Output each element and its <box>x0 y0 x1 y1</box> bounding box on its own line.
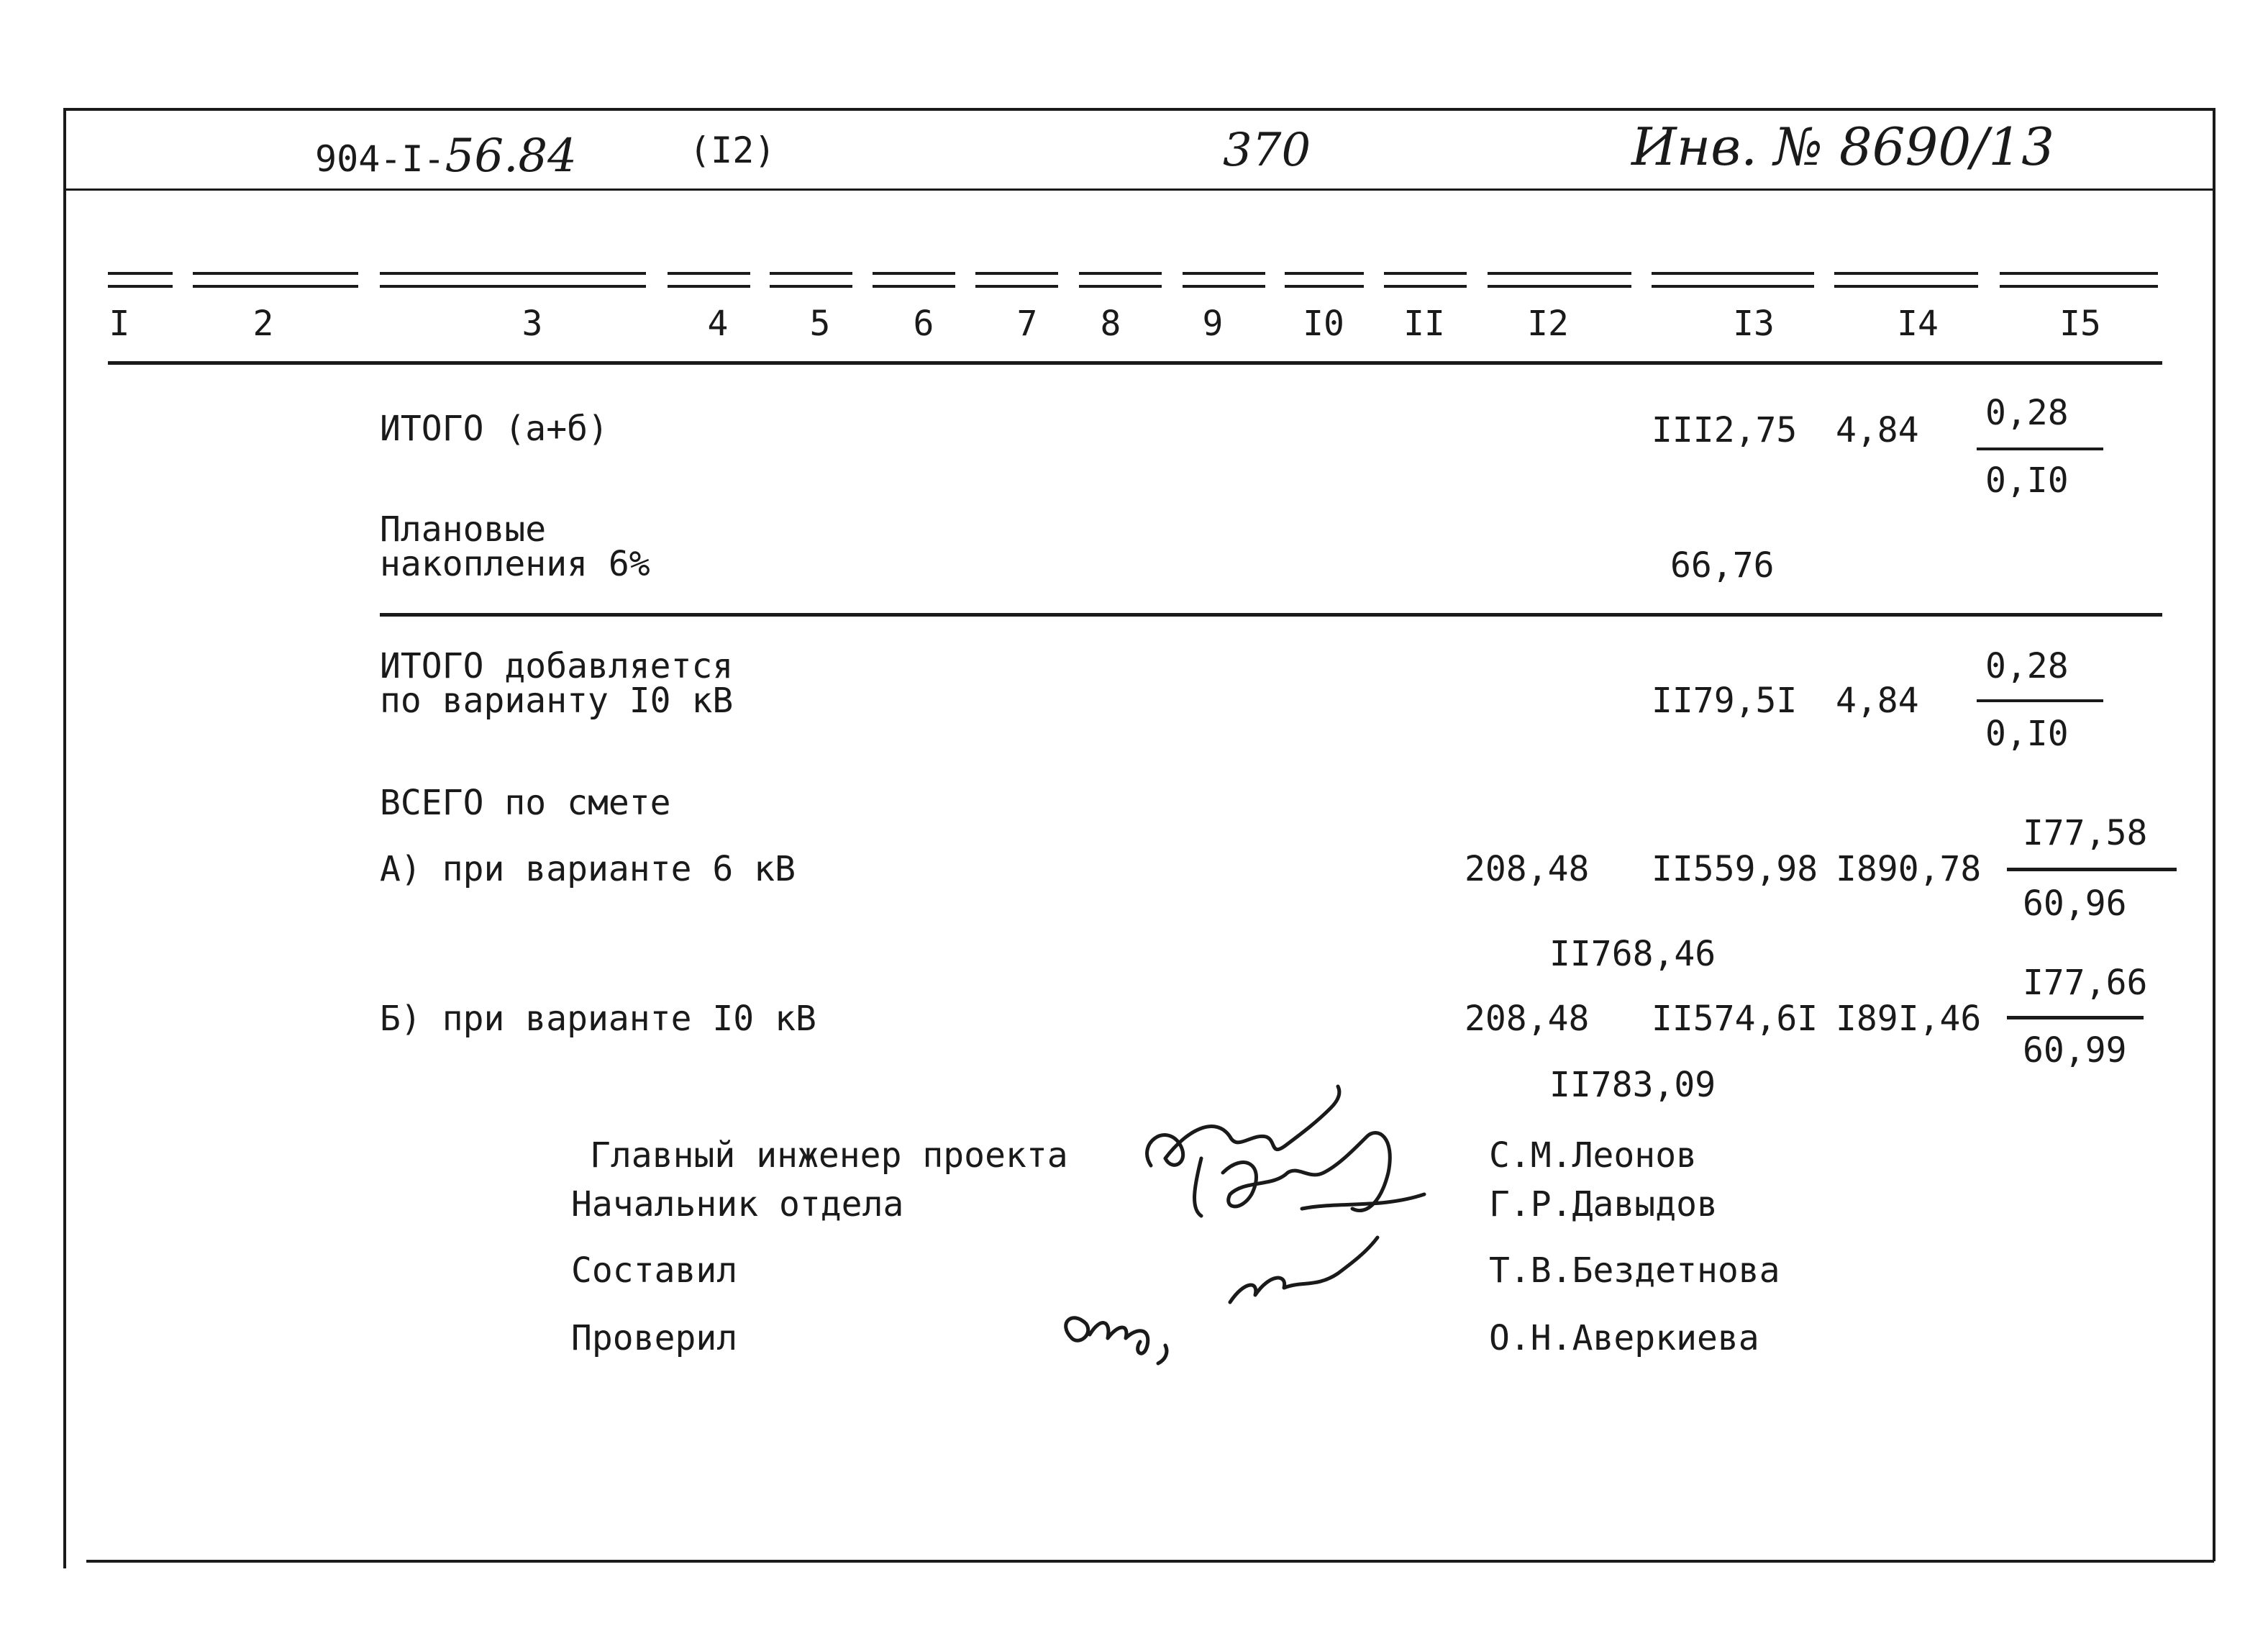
row-planned-label-2: накопления 6% <box>380 544 650 584</box>
column-number: 6 <box>913 304 934 344</box>
inventory-stamp <box>1631 117 2054 177</box>
row-total-added-c15-top: 0,28 <box>1985 646 2069 686</box>
header-rule <box>380 272 646 288</box>
row-total-added-label-2: по варианту I0 кВ <box>380 681 734 721</box>
row-total-ab-c15-top: 0,28 <box>1985 393 2069 433</box>
row-variant-a-sum: II768,46 <box>1549 934 1716 974</box>
header-rule <box>193 272 358 288</box>
header-rule <box>1384 272 1467 288</box>
code-handwritten: 56.84 <box>445 130 577 183</box>
signature-leonov <box>1147 1086 1339 1166</box>
row-variant-b-c14: I89I,46 <box>1836 999 1982 1039</box>
header-divider <box>66 188 2213 191</box>
header-rule <box>668 272 750 288</box>
row-variant-a-c13: II559,98 <box>1652 849 1818 889</box>
header-bottom-rule <box>108 361 2162 365</box>
column-number: II <box>1403 304 1445 344</box>
row-total-added-label-1: ИТОГО добавляется <box>380 646 734 686</box>
signature-bezdetnova <box>1230 1237 1377 1302</box>
sheet-ref: (I2) <box>689 130 776 171</box>
inventory-number: 8690/13 <box>1839 117 2055 177</box>
row-total-added-c15-bottom: 0,I0 <box>1985 714 2069 754</box>
frame-top <box>63 108 2215 111</box>
column-number: 8 <box>1100 304 1121 344</box>
row-total-ab-c13: III2,75 <box>1652 410 1798 450</box>
signature-name: Т.В.Бездетнова <box>1489 1250 1780 1291</box>
column-number: I2 <box>1527 304 1569 344</box>
column-number: 7 <box>1016 304 1038 344</box>
signature-role: Проверил <box>571 1318 738 1358</box>
subtotal-rule <box>380 613 2162 617</box>
row-total-ab-c14: 4,84 <box>1836 410 1919 450</box>
fraction-bar <box>2007 868 2177 871</box>
column-number: I5 <box>2059 304 2101 344</box>
signature-averkieva <box>1050 1295 1208 1374</box>
row-variant-a-c12: 208,48 <box>1465 849 1590 889</box>
fraction-bar <box>1977 448 2103 450</box>
header-rule <box>2000 272 2158 288</box>
signature-name: С.М.Леонов <box>1489 1135 1697 1176</box>
header-rule <box>108 272 173 288</box>
row-total-ab-c15-bottom: 0,I0 <box>1985 460 2069 501</box>
column-number: 4 <box>707 304 729 344</box>
row-total-added-c13: II79,5I <box>1652 681 1798 721</box>
column-number: 5 <box>809 304 831 344</box>
column-number: I4 <box>1897 304 1939 344</box>
signature-role: Начальник отдела <box>571 1184 904 1225</box>
code-prefix: 904-I- <box>315 138 445 180</box>
column-number: I0 <box>1303 304 1344 344</box>
column-number: 3 <box>522 304 543 344</box>
signature-davydov-mark <box>1195 1132 1424 1216</box>
column-number: I3 <box>1733 304 1775 344</box>
header-rule <box>1834 272 1978 288</box>
row-variant-a-label: А) при варианте 6 кВ <box>380 849 796 889</box>
document-code <box>315 130 577 183</box>
page-number: 370 <box>1223 124 1311 177</box>
header-rule <box>1652 272 1814 288</box>
signature-role: Составил <box>571 1250 738 1291</box>
header-rule <box>975 272 1058 288</box>
frame-right <box>2213 108 2215 1561</box>
column-number: 2 <box>252 304 274 344</box>
frame-left <box>63 108 66 1568</box>
row-variant-b-c15-top: I77,66 <box>2023 963 2148 1003</box>
column-number: 9 <box>1202 304 1224 344</box>
signature-name: О.Н.Аверкиева <box>1489 1318 1759 1358</box>
signature-role: Главный инженер проекта <box>590 1135 1068 1176</box>
header-rule <box>1285 272 1364 288</box>
header-rule <box>1079 272 1162 288</box>
frame-bottom <box>86 1560 2214 1563</box>
row-variant-a-c15-bottom: 60,96 <box>2023 883 2127 924</box>
row-planned-label-1: Плановые <box>380 509 547 550</box>
row-planned-c13: 66,76 <box>1670 545 1775 586</box>
column-number: I <box>109 304 130 344</box>
row-grand-total-label: ВСЕГО по смете <box>380 783 671 823</box>
row-variant-b-c15-bottom: 60,99 <box>2023 1030 2127 1071</box>
header-rule <box>1183 272 1265 288</box>
row-variant-b-c13: II574,6I <box>1652 999 1818 1039</box>
header-rule <box>873 272 955 288</box>
row-variant-b-sum: II783,09 <box>1549 1065 1716 1105</box>
row-total-ab-label: ИТОГО (а+б) <box>380 409 609 449</box>
inventory-label: Инв. № <box>1631 117 1823 177</box>
fraction-bar <box>2007 1016 2144 1019</box>
signature-name: Г.Р.Давыдов <box>1489 1184 1718 1225</box>
row-total-added-c14: 4,84 <box>1836 681 1919 721</box>
row-variant-a-c14: I890,78 <box>1836 849 1982 889</box>
row-variant-b-label: Б) при варианте I0 кВ <box>380 999 816 1039</box>
header-rule <box>1488 272 1631 288</box>
fraction-bar <box>1977 699 2103 702</box>
row-variant-b-c12: 208,48 <box>1465 999 1590 1039</box>
row-variant-a-c15-top: I77,58 <box>2023 813 2148 853</box>
header-rule <box>770 272 852 288</box>
